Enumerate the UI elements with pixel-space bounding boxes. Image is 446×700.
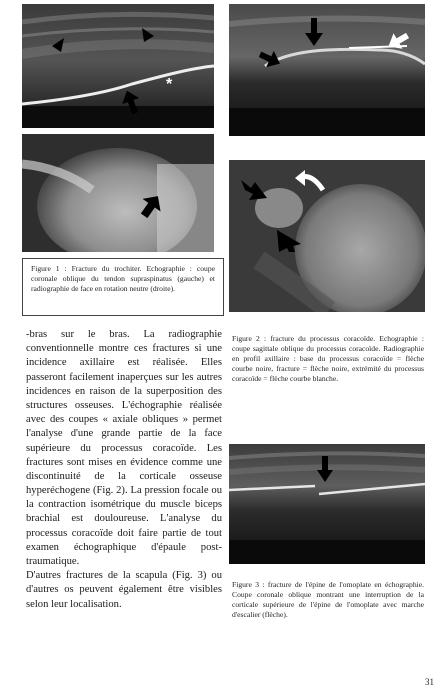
figure2-caption: Figure 2 : fracture du processus coracoïde. Echographie : coupe sagittale oblique du processus coracoïde. Radiographie en profil axillaire : base du processus coracoïde = flèche courbe noire, fracture = flèche noire, extrémité du processus coracoïde = flèche courbe blanche. [232, 334, 424, 384]
body-text [26, 328, 222, 612]
figure1-caption-box [22, 258, 224, 316]
figure2-radiograph-image [229, 160, 425, 312]
figure1-caption: Figure 1 : Fracture du trochiter. Echographie : coupe coronale oblique du tendon supraspinatus (gauche) et radiographie de face en rotation neutre (droite). [31, 264, 215, 294]
arrow-icon [122, 90, 140, 114]
figure2-ultrasound-image [229, 4, 425, 136]
figure3-caption: Figure 3 : fracture de l'épine de l'omoplate en échographie. Coupe coronale oblique montrant une interruption de la corticale supérieure de l'épine de l'omoplate avec marche d'escalier (flèche). [232, 580, 424, 620]
asterisk-marker: * [166, 76, 173, 93]
arrow-icon [317, 456, 333, 482]
arrow-icon [305, 18, 323, 46]
arrowhead-icon [52, 38, 66, 52]
curved-arrow-icon [295, 170, 325, 192]
arrow-icon [277, 230, 301, 252]
body-paragraph: -bras sur le bras. La radiographie conventionnelle montre ces fractures si une incidence axillaire est réalisée. Elles passeront facilement inaperçues sur les autres incidences en raison de la superposition des structures osseuses. L'échographie réalisée avec des coupes « axiale obliques » permet l'analyse d'une grande partie de la face supérieure du processus coracoïde. Les fractures sont mises en évidence comme une discontinuité de la corticale osseuse hyperéchogene (Fig. 2). La pression focale ou la contraction isométrique du muscle biceps brachial est douloureuse. L'analyse du processus coracoïde doit faire partie de tout examen échographique d'épaule post-traumatique. [26, 329, 222, 567]
arrow-icon [140, 194, 162, 218]
arrow-icon [259, 50, 281, 68]
curved-arrow-icon [241, 178, 267, 202]
curved-arrow-icon [387, 32, 409, 50]
page-number: 31 [425, 677, 434, 687]
figure3-ultrasound-image [229, 444, 425, 564]
body-paragraph: D'autres fractures de la scapula (Fig. 3) ou d'autres os peuvent également être visibles selon leur localisation. [26, 570, 222, 610]
figure1-ultrasound-image [22, 4, 214, 128]
arrowhead-icon [140, 28, 154, 42]
figure1-radiograph-image [22, 134, 214, 252]
